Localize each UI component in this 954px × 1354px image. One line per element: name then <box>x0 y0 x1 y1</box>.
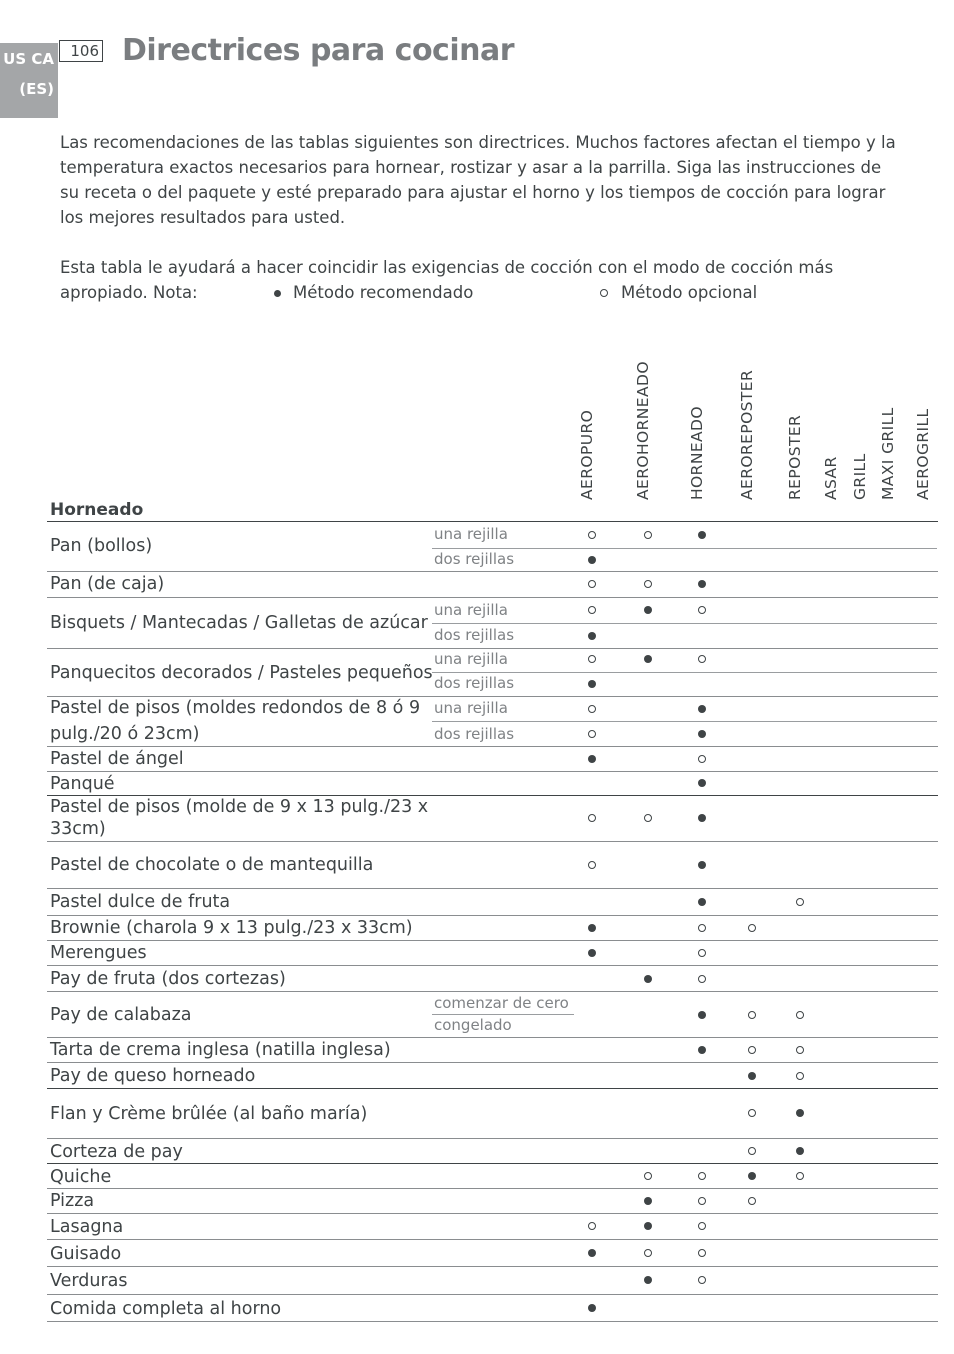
legend-prefix: apropiado. Nota: <box>60 283 198 302</box>
row-divider <box>47 1266 938 1267</box>
optional-ring-icon <box>796 1046 804 1054</box>
table-row-sublabel: una rejilla <box>434 699 508 717</box>
recommended-dot-icon <box>588 949 596 957</box>
recommended-dot-icon <box>698 814 706 822</box>
optional-ring-icon <box>698 655 706 663</box>
recommended-dot-icon <box>588 1304 596 1312</box>
optional-ring-icon <box>748 1109 756 1117</box>
recommended-dot-icon <box>588 680 596 688</box>
table-row-label: Flan y Crème brûlée (al baño maría) <box>50 1104 368 1124</box>
table-row-label: Pizza <box>50 1191 95 1211</box>
table-row-label: pulg./20 ó 23cm) <box>50 724 200 744</box>
table-row-label: Brownie (charola 9 x 13 pulg./23 x 33cm) <box>50 918 413 938</box>
section-heading: Horneado <box>50 500 144 520</box>
row-divider <box>47 597 938 598</box>
row-divider <box>47 1188 938 1189</box>
page-title: Directrices para cocinar <box>122 33 515 68</box>
table-row-label: Pastel de pisos (molde de 9 x 13 pulg./23 x 33cm) <box>50 797 429 839</box>
table-row-label: Bisquets / Mantecadas / Galletas de azúcar <box>50 613 428 633</box>
row-divider <box>47 841 938 842</box>
optional-ring-icon <box>588 861 596 869</box>
table-row-label: Pay de fruta (dos cortezas) <box>50 969 286 989</box>
table-row-sublabel: congelado <box>434 1016 512 1034</box>
sub-row-divider <box>432 721 937 722</box>
table-row-label: Panqué <box>50 774 115 794</box>
column-header-grill: GRILL <box>851 453 869 500</box>
table-row-label: Pan (de caja) <box>50 574 165 594</box>
row-divider <box>47 521 938 522</box>
intro-paragraph-2: Esta tabla le ayudará a hacer coincidir las exigencias de cocción con el modo de cocción más <box>60 258 834 277</box>
recommended-dot-icon <box>644 606 652 614</box>
table-row-label: Pastel dulce de fruta <box>50 892 231 912</box>
row-divider <box>47 965 938 966</box>
row-divider <box>47 991 938 992</box>
recommended-dot-icon <box>588 924 596 932</box>
optional-ring-icon <box>644 814 652 822</box>
row-divider <box>47 771 938 772</box>
optional-ring-icon <box>588 606 596 614</box>
optional-ring-icon <box>698 1197 706 1205</box>
table-row-label: Pay de calabaza <box>50 1005 192 1025</box>
column-header-aerogrill: AEROGRILL <box>914 408 932 500</box>
table-row-label: Verduras <box>50 1271 128 1291</box>
optional-ring-icon <box>588 1222 596 1230</box>
recommended-dot-icon <box>644 1276 652 1284</box>
recommended-dot-icon <box>698 898 706 906</box>
recommended-dot-icon <box>588 755 596 763</box>
column-header-asar: ASAR <box>822 456 840 500</box>
recommended-dot-icon <box>698 1011 706 1019</box>
optional-ring-icon <box>748 1046 756 1054</box>
row-divider <box>47 1239 938 1240</box>
recommended-dot-icon <box>698 730 706 738</box>
table-row-sublabel: dos rejillas <box>434 626 515 644</box>
optional-ring-icon <box>588 580 596 588</box>
table-row-label: Corteza de pay <box>50 1142 183 1162</box>
column-header-aeroreposter: AEROREPOSTER <box>738 369 756 500</box>
table-row-label: Pay de queso horneado <box>50 1066 256 1086</box>
table-row-label: Tarta de crema inglesa (natilla inglesa) <box>50 1040 391 1060</box>
recommended-dot-icon <box>796 1109 804 1117</box>
recommended-dot-icon <box>644 975 652 983</box>
column-header-reposter: REPOSTER <box>786 414 804 500</box>
recommended-dot-icon <box>698 1046 706 1054</box>
intro-paragraph: Las recomendaciones de las tablas siguientes son directrices. Muchos factores afectan el tiempo y la temperatura exactos necesarios para hornear, rostizar y asar a la parrilla. Siga las instrucciones de su receta o del paquete y esté preparado para ajustar el horno y los tiempos de cocción para lograr los mejores resultados para usted. <box>60 133 896 227</box>
table-row-label: Comida completa al horno <box>50 1299 282 1319</box>
optional-ring-icon <box>796 1011 804 1019</box>
recommended-dot-icon <box>796 1147 804 1155</box>
table-row-label: Quiche <box>50 1167 112 1187</box>
optional-ring-icon <box>698 1172 706 1180</box>
optional-ring-icon <box>698 975 706 983</box>
row-divider <box>47 1088 938 1089</box>
table-row-sublabel: dos rejillas <box>434 550 515 568</box>
recommended-dot-icon <box>698 531 706 539</box>
column-header-aerohorneado: AEROHORNEADO <box>634 361 652 500</box>
optional-ring-icon <box>698 1276 706 1284</box>
table-row-sublabel: dos rejillas <box>434 725 515 743</box>
table-row-sublabel: comenzar de cero <box>434 994 569 1012</box>
row-divider <box>47 1213 938 1214</box>
optional-ring-icon <box>698 1249 706 1257</box>
optional-ring-icon <box>588 730 596 738</box>
table-row-sublabel: dos rejillas <box>434 674 515 692</box>
table-row-label: Merengues <box>50 943 147 963</box>
recommended-dot-icon <box>588 1249 596 1257</box>
page-number: 106 <box>59 40 103 62</box>
optional-ring-icon <box>748 924 756 932</box>
table-row-sublabel: una rejilla <box>434 601 508 619</box>
table-row-label: Pan (bollos) <box>50 536 153 556</box>
optional-ring-icon <box>644 580 652 588</box>
optional-ring-icon <box>698 924 706 932</box>
optional-ring-icon <box>796 898 804 906</box>
optional-ring-icon <box>698 1222 706 1230</box>
table-row-label: Pastel de chocolate o de mantequilla <box>50 855 374 875</box>
optional-ring-icon <box>588 531 596 539</box>
optional-ring-icon <box>698 755 706 763</box>
recommended-dot-icon <box>748 1172 756 1180</box>
sub-row-divider <box>432 1014 574 1015</box>
recommended-dot-icon <box>588 556 596 564</box>
region-tab <box>0 43 58 118</box>
sub-row-divider <box>432 548 937 549</box>
recommended-dot-icon <box>588 632 596 640</box>
table-row-label: Lasagna <box>50 1217 124 1237</box>
recommended-dot-icon <box>698 580 706 588</box>
row-divider <box>47 571 938 572</box>
recommended-dot-icon <box>274 290 281 297</box>
legend-recommended: Método recomendado <box>293 283 474 302</box>
table-row-label: Pastel de pisos (moldes redondos de 8 ó 9 <box>50 698 421 718</box>
optional-ring-icon <box>796 1172 804 1180</box>
sub-row-divider <box>432 623 937 624</box>
sub-row-divider <box>432 672 937 673</box>
row-divider <box>47 648 938 649</box>
region-tab-line1: US CA <box>3 50 54 68</box>
optional-ring-icon <box>748 1147 756 1155</box>
optional-ring-icon <box>698 949 706 957</box>
optional-ring-icon <box>796 1072 804 1080</box>
recommended-dot-icon <box>644 1197 652 1205</box>
optional-ring-icon <box>588 655 596 663</box>
optional-ring-icon <box>644 531 652 539</box>
table-row-sublabel: una rejilla <box>434 525 508 543</box>
row-divider <box>47 1138 938 1139</box>
recommended-dot-icon <box>698 705 706 713</box>
optional-ring-icon <box>600 289 608 297</box>
column-header-aeropuro: AEROPURO <box>578 409 596 500</box>
optional-ring-icon <box>748 1011 756 1019</box>
optional-ring-icon <box>698 606 706 614</box>
legend-optional: Método opcional <box>621 283 758 302</box>
recommended-dot-icon <box>698 861 706 869</box>
recommended-dot-icon <box>748 1072 756 1080</box>
row-divider <box>47 888 938 889</box>
table-row-label: Panquecitos decorados / Pasteles pequeños <box>50 663 433 683</box>
recommended-dot-icon <box>644 1222 652 1230</box>
region-tab-line2: (ES) <box>19 80 54 98</box>
recommended-dot-icon <box>698 779 706 787</box>
recommended-dot-icon <box>644 655 652 663</box>
optional-ring-icon <box>748 1197 756 1205</box>
row-divider <box>47 940 938 941</box>
row-divider <box>47 1062 938 1063</box>
table-row-label: Pastel de ángel <box>50 749 184 769</box>
optional-ring-icon <box>644 1172 652 1180</box>
optional-ring-icon <box>588 814 596 822</box>
table-row-label: Guisado <box>50 1244 122 1264</box>
row-divider <box>47 1321 938 1322</box>
optional-ring-icon <box>644 1249 652 1257</box>
column-header-maxi-grill: MAXI GRILL <box>879 407 897 500</box>
optional-ring-icon <box>588 705 596 713</box>
column-header-horneado: HORNEADO <box>688 406 706 500</box>
row-divider <box>47 1294 938 1295</box>
table-row-sublabel: una rejilla <box>434 650 508 668</box>
